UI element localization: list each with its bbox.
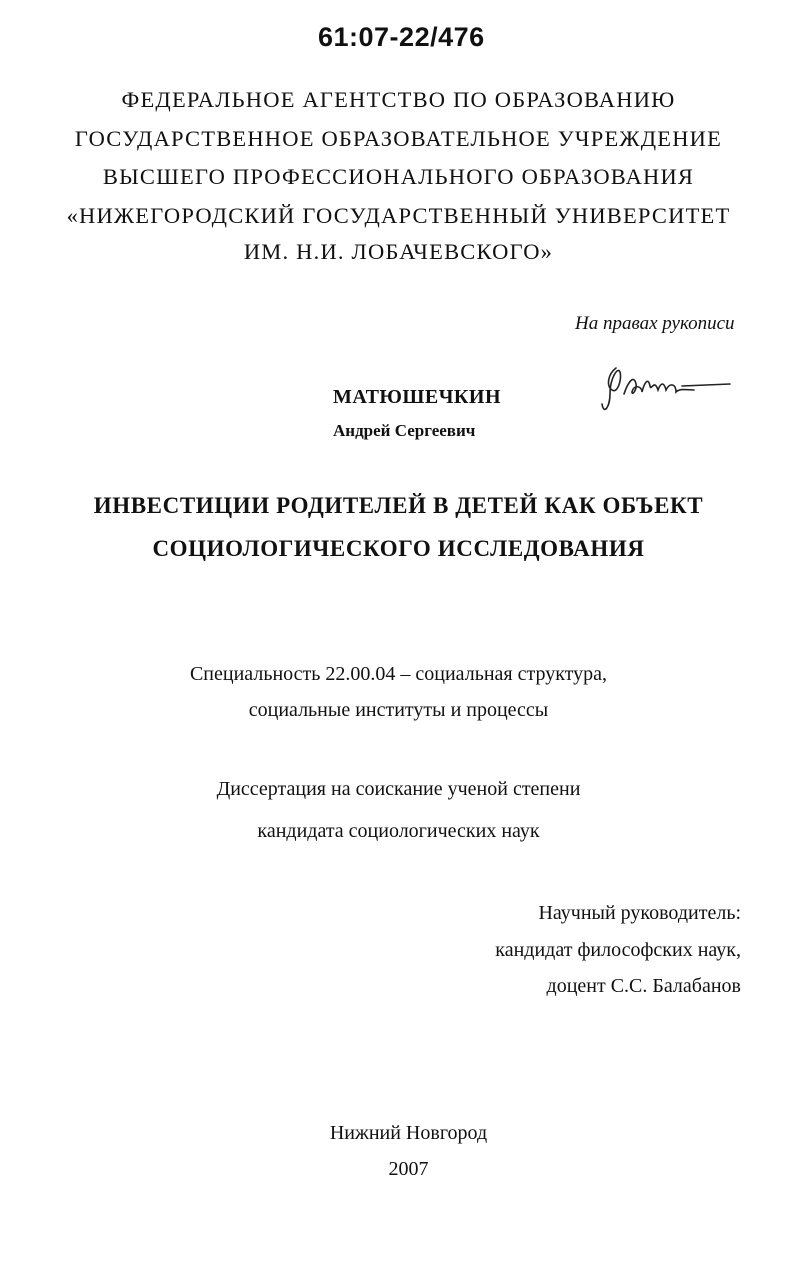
institution-line-5: ИМ. Н.И. ЛОБАЧЕВСКОГО» bbox=[243, 239, 554, 264]
specialty-line-2: социальные институты и процессы bbox=[248, 699, 549, 721]
dissertation-title-line-2: СОЦИОЛОГИЧЕСКОГО ИССЛЕДОВАНИЯ bbox=[152, 536, 645, 561]
manuscript-note: На правах рукописи bbox=[575, 313, 735, 334]
degree-line-1: Диссертация на соискание ученой степени bbox=[216, 778, 581, 800]
city: Нижний Новгород bbox=[329, 1122, 488, 1144]
specialty-line-1: Специальность 22.00.04 – социальная структура, bbox=[189, 663, 608, 685]
institution-line-2: ГОСУДАРСТВЕННОЕ ОБРАЗОВАТЕЛЬНОЕ УЧРЕЖДЕНИЕ bbox=[74, 126, 723, 151]
dissertation-title-line-1: ИНВЕСТИЦИИ РОДИТЕЛЕЙ В ДЕТЕЙ КАК ОБЪЕКТ bbox=[93, 493, 704, 518]
author-surname: МАТЮШЕЧКИН bbox=[333, 386, 502, 408]
year: 2007 bbox=[388, 1158, 429, 1180]
degree-line-2: кандидата социологических наук bbox=[257, 820, 540, 842]
institution-line-1: ФЕДЕРАЛЬНОЕ АГЕНТСТВО ПО ОБРАЗОВАНИЮ bbox=[121, 87, 676, 112]
supervisor-label: Научный руководитель: bbox=[538, 902, 741, 924]
institution-line-4: «НИЖЕГОРОДСКИЙ ГОСУДАРСТВЕННЫЙ УНИВЕРСИТЕТ bbox=[66, 203, 731, 228]
supervisor-degree: кандидат философских наук, bbox=[495, 939, 741, 961]
institution-line-3: ВЫСШЕГО ПРОФЕССИОНАЛЬНОГО ОБРАЗОВАНИЯ bbox=[102, 164, 695, 189]
author-name: Андрей Сергеевич bbox=[333, 421, 476, 440]
catalog-number: 61:07-22/476 bbox=[318, 22, 485, 52]
supervisor-name: доцент С.С. Балабанов bbox=[546, 975, 741, 997]
author-signature bbox=[598, 364, 738, 429]
